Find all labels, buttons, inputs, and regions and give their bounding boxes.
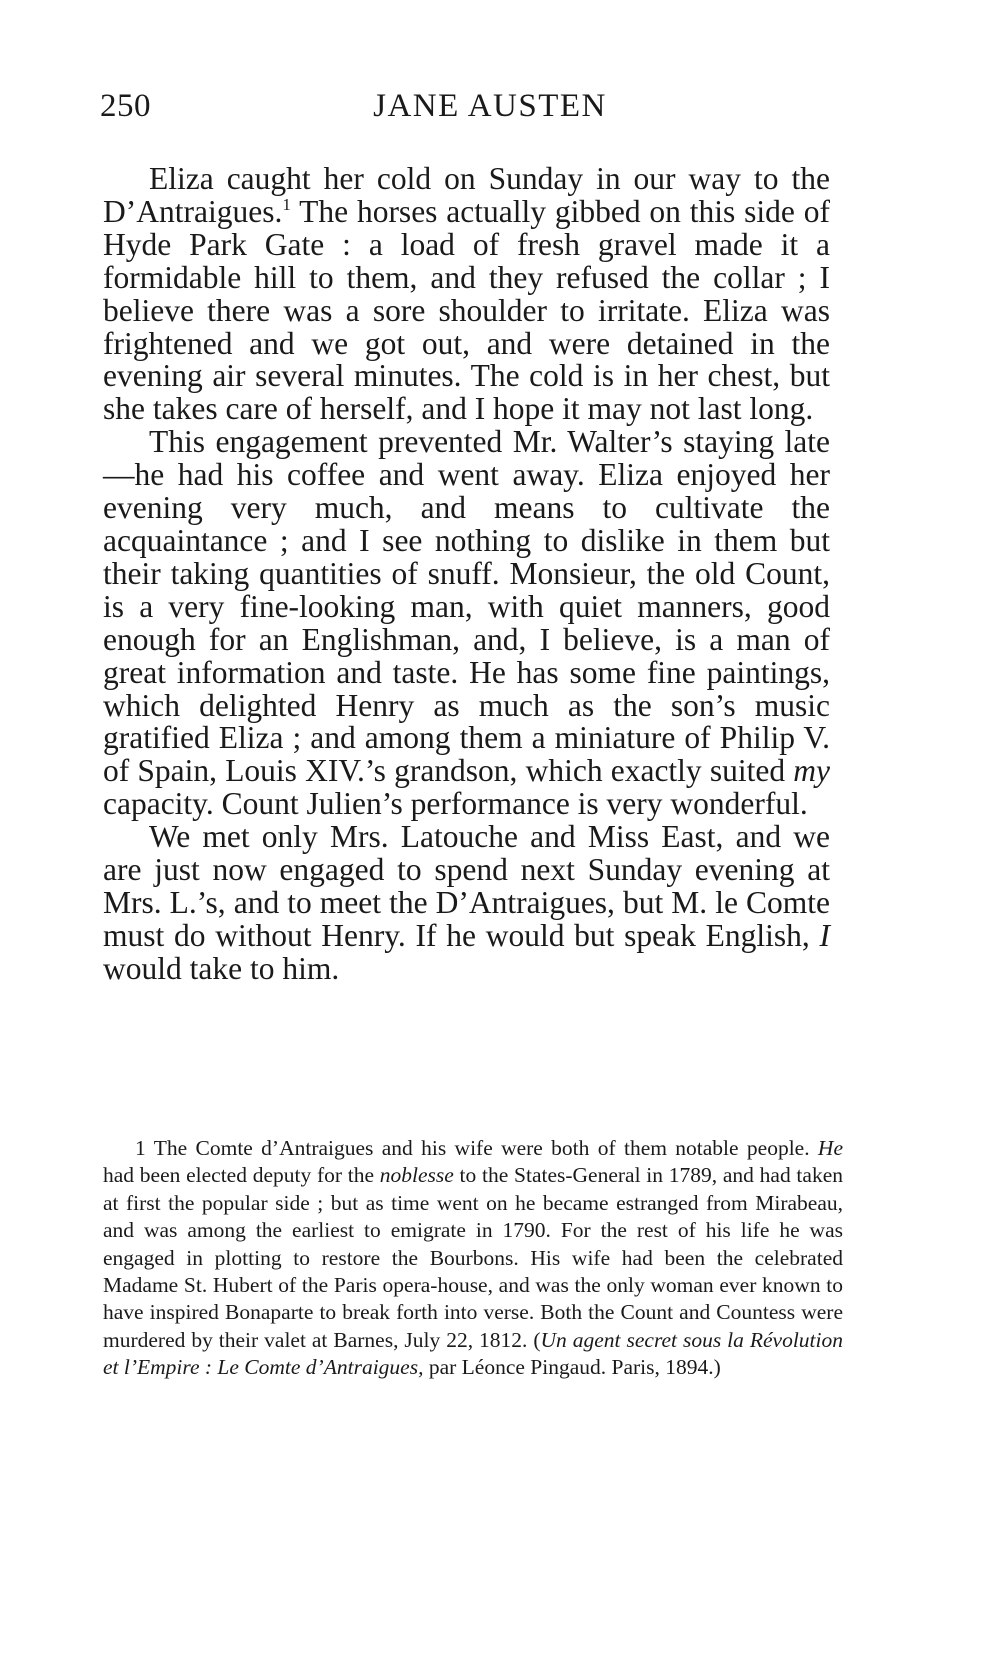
footnote-emphasis-1: He [817,1136,843,1160]
footnote-reference: 1 [282,194,291,214]
paragraph-2 [103,426,830,821]
footnote-text-3: to the States-General in 1789, and had taken at first the popular side ; but as time went on he became estranged from Mirabeau, and was among the earliest to emigrate in 1790. For the rest of his life he was engaged in plotting to restore the Bourbons. His wife had been the celebrated Madame St. Hubert of the Paris opera-house, and was the only woman ever known to have inspired Bonaparte to break forth into verse. Both the Count and Countess were murdered by their valet at Barnes, July 22, 1812. ( [103,1163,843,1352]
footnote-citation-title: Un agent secret sous la Révolution et l’Empire : Le Comte d’Antraigues, [103,1327,843,1380]
paragraph-3 [103,821,830,986]
paragraph-3-text-b: would take to him. [103,950,340,986]
footnotes [103,1135,843,1382]
paragraph-1-text-b: The horses actually gibbed on this side of Hyde Park Gate : a load of fresh gravel made it a formidable hill to them, and they refused the collar ; I believe there was a sore shoulder to irritate. Eliza was frightened and we got out, and were detained in the evening air several minutes. The cold is in her chest, but she takes care of herself, and I hope it may not last long. [103,193,830,427]
paragraph-1 [103,163,830,426]
main-text [103,163,830,986]
paragraph-1-text-a: Eliza caught her cold on Sunday in our way to the D’Antraigues. [103,161,830,229]
footnote-text-4: par Léonce Pingaud. Paris, 1894.) [423,1355,721,1380]
footnote-1 [103,1135,843,1382]
running-header [100,88,880,138]
footnote-marker: 1 [135,1136,146,1160]
running-title: JANE AUSTEN [373,88,607,124]
footnote-text-1: The Comte d’Antraigues and his wife were both of them notable people. [153,1136,818,1160]
paragraph-2-emphasis: my [793,753,830,789]
paragraph-3-emphasis: I [819,917,830,953]
page-number: 250 [100,88,151,124]
paragraph-3-text-a: We met only Mrs. Latouche and Miss East, and we are just now engaged to spend next Sunday evening at Mrs. L.’s, and to meet the D’Antraigues, but M. le Comte must do without Henry. If he would but speak English, [103,819,830,953]
footnote-text-2: had been elected deputy for the [103,1163,380,1188]
paragraph-2-text-b: capacity. Count Julien’s performance is very wonderful. [103,786,808,822]
footnote-emphasis-2: noblesse [379,1163,454,1188]
paragraph-2-text-a: This engagement prevented Mr. Walter’s staying late—he had his coffee and went away. Eliza enjoyed her evening very much, and means to cultivate the acquaintance ; and I see nothing to dislike in them but their taking quantities of snuff. Monsieur, the old Count, is a very fine-looking man, with quiet manners, good enough for an Englishman, and, I believe, is a man of great information and taste. He has some fine paintings, which delighted Henry as much as the son’s music gratified Eliza ; and among them a miniature of Philip V. of Spain, Louis XIV.’s grandson, which exactly suited [103,424,830,789]
